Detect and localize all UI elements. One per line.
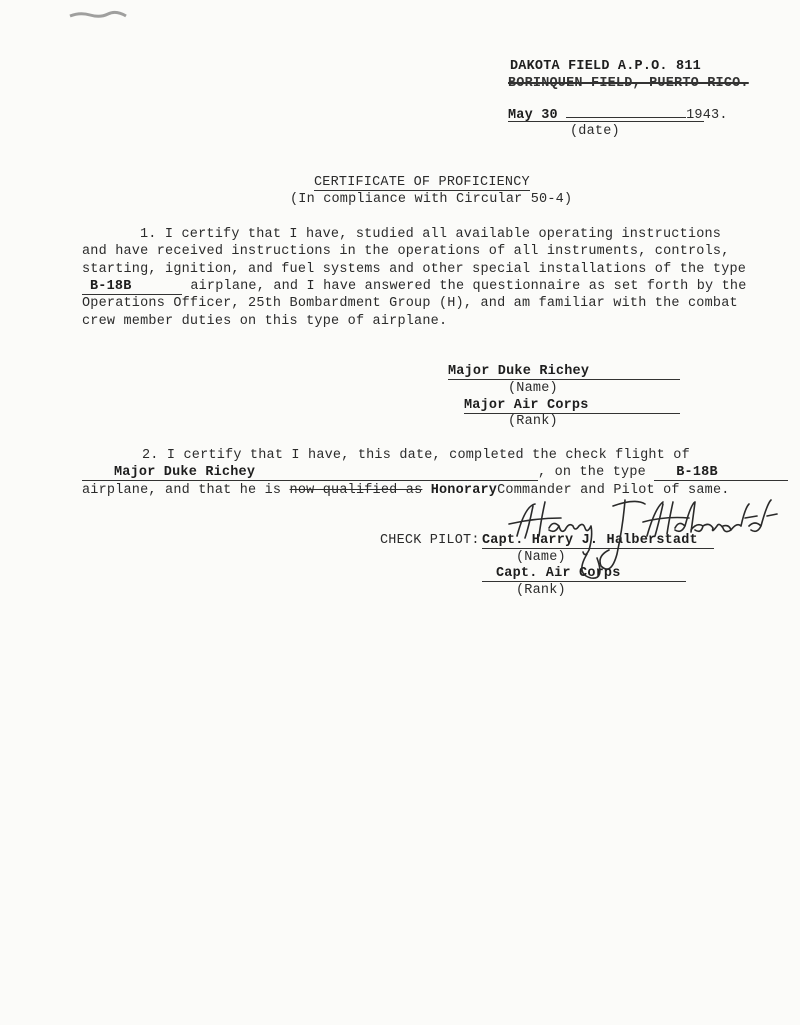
aircraft-type-1: B-18B bbox=[82, 279, 182, 295]
checked-pilot-name: Major Duke Richey bbox=[82, 465, 538, 481]
check-pilot-label: CHECK PILOT: bbox=[380, 533, 480, 548]
check-pilot-name: Capt. Harry J. Halberstadt bbox=[482, 533, 714, 549]
date-year: 1943 bbox=[686, 108, 720, 123]
honorary-text: Honorary bbox=[430, 483, 498, 498]
date-label: (date) bbox=[570, 124, 620, 139]
para1-line1: 1. I certify that I have, studied all available operating instructions bbox=[140, 227, 722, 242]
signer-rank: Major Air Corps bbox=[464, 398, 680, 414]
date-underline bbox=[508, 121, 704, 122]
para2-line3-end: Commander and Pilot of same. bbox=[497, 483, 730, 498]
para2-line2 bbox=[82, 465, 788, 481]
certificate-subtitle: (In compliance with Circular 50-4) bbox=[290, 192, 573, 207]
check-pilot-rank-label: (Rank) bbox=[516, 583, 566, 598]
para2-line1: 2. I certify that I have, this date, completed the check flight of bbox=[142, 448, 690, 463]
check-pilot-name-label: (Name) bbox=[516, 550, 566, 565]
crossed-qualified-text: now qualified as bbox=[289, 483, 423, 498]
paper-smudge bbox=[68, 10, 128, 20]
signer-name-label: (Name) bbox=[508, 381, 558, 396]
date-end: . bbox=[719, 108, 728, 123]
para1-line4 bbox=[82, 279, 747, 295]
para1-line3: starting, ignition, and fuel systems and other special installations of the type bbox=[82, 262, 747, 277]
date-month-day: May 30 bbox=[508, 108, 558, 123]
para2-line3-start: airplane, and that he is bbox=[82, 483, 282, 498]
location-crossed-out: BORINQUEN FIELD, PUERTO RICO. bbox=[508, 76, 749, 91]
check-pilot-signature bbox=[505, 496, 780, 581]
signer-rank-label: (Rank) bbox=[508, 414, 558, 429]
para1-line5: Operations Officer, 25th Bombardment Group (H), and am familiar with the combat bbox=[82, 296, 738, 311]
para1-line6: crew member duties on this type of airplane. bbox=[82, 314, 448, 329]
location-line: DAKOTA FIELD A.P.O. 811 bbox=[510, 59, 701, 74]
check-pilot-rank: Capt. Air Corps bbox=[482, 566, 686, 582]
on-the-type-text: , on the type bbox=[538, 465, 646, 480]
signer-name: Major Duke Richey bbox=[448, 364, 680, 380]
para1-line2: and have received instructions in the operations of all instruments, controls, bbox=[82, 244, 730, 259]
para1-line4-rest: airplane, and I have answered the questionnaire as set forth by the bbox=[190, 279, 747, 294]
certificate-title: CERTIFICATE OF PROFICIENCY bbox=[314, 175, 530, 190]
aircraft-type-2: B-18B bbox=[654, 465, 788, 481]
